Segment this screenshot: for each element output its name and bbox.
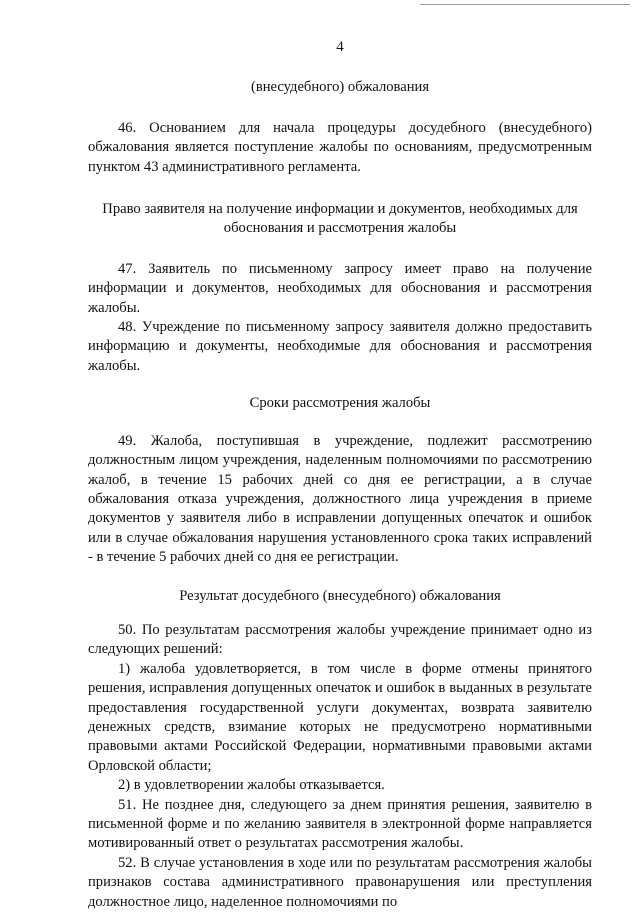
page-number: 4: [336, 39, 344, 55]
paragraph-50-item-2: 2) в удовлетворении жалобы отказывается.: [118, 777, 385, 794]
document-page: [88, 38, 592, 912]
paragraph-48: 48. Учреждение по письменному запросу заявителя должно предоставить информацию и документы, необходимые для обоснования и рассмотрения жалобы.: [88, 319, 592, 374]
paragraph-49: 49. Жалоба, поступившая в учреждение, подлежит рассмотрению должностным лицом учреждения, наделенным полномочиями по рассмотрению жалоб, в течение 15 рабочих дней со дня ее регистрации, а в случае обжалования отказа учреждения, должностного лица учреждения в приеме документов у заявителя либо в исправлении допущенных опечаток и ошибок или в случае обжалования нарушения установленного срока таких исправлений - в течение 5 рабочих дней со дня ее регистрации.: [88, 432, 592, 566]
paragraph-50-item-1: 1) жалоба удовлетворяется, в том числе в форме отмены принятого решения, исправления допущенных опечаток и ошибок в выданных в результате предоставления государственной услуги документах, возврата заявителю денежных средств, взимание которых не предусмотрено нормативными правовыми актами Российской Федерации, нормативными правовыми актами Орловской области;: [88, 660, 592, 774]
heading-review-terms: Сроки рассмотрения жалобы: [249, 395, 431, 412]
paragraph-51: 51. Не позднее дня, следующего за днем принятия решения, заявителю в письменной форме и по желанию заявителя в электронной форме направляется мотивированный ответ о результатах рассмотрения жалобы.: [88, 796, 592, 852]
paragraph-52: 52. В случае установления в ходе или по результатам рассмотрения жалобы признаков состава административного правонарушения или преступления должностное лицо, наделенное полномочиями по: [88, 854, 592, 910]
heading-applicant-rights: Право заявителя на получение информации и документов, необходимых для обоснования и рассмотрения жалобы: [102, 201, 578, 237]
paragraph-46: 46. Основанием для начала процедуры досудебного (внесудебного) обжалования является поступление жалобы по основаниям, предусмотренным пунктом 43 административного регламента.: [88, 119, 592, 175]
heading-appeal-result: Результат досудебного (внесудебного) обжалования: [179, 587, 501, 604]
paragraph-50: 50. По результатам рассмотрения жалобы учреждение принимает одно из следующих решений:: [88, 621, 592, 658]
paragraph-47: 47. Заявитель по письменному запросу имеет право на получение информации и документов, необходимых для обоснования и рассмотрения жалобы.: [88, 260, 592, 316]
heading-continuation: (внесудебного) обжалования: [250, 79, 430, 96]
top-scan-line: [420, 4, 630, 5]
